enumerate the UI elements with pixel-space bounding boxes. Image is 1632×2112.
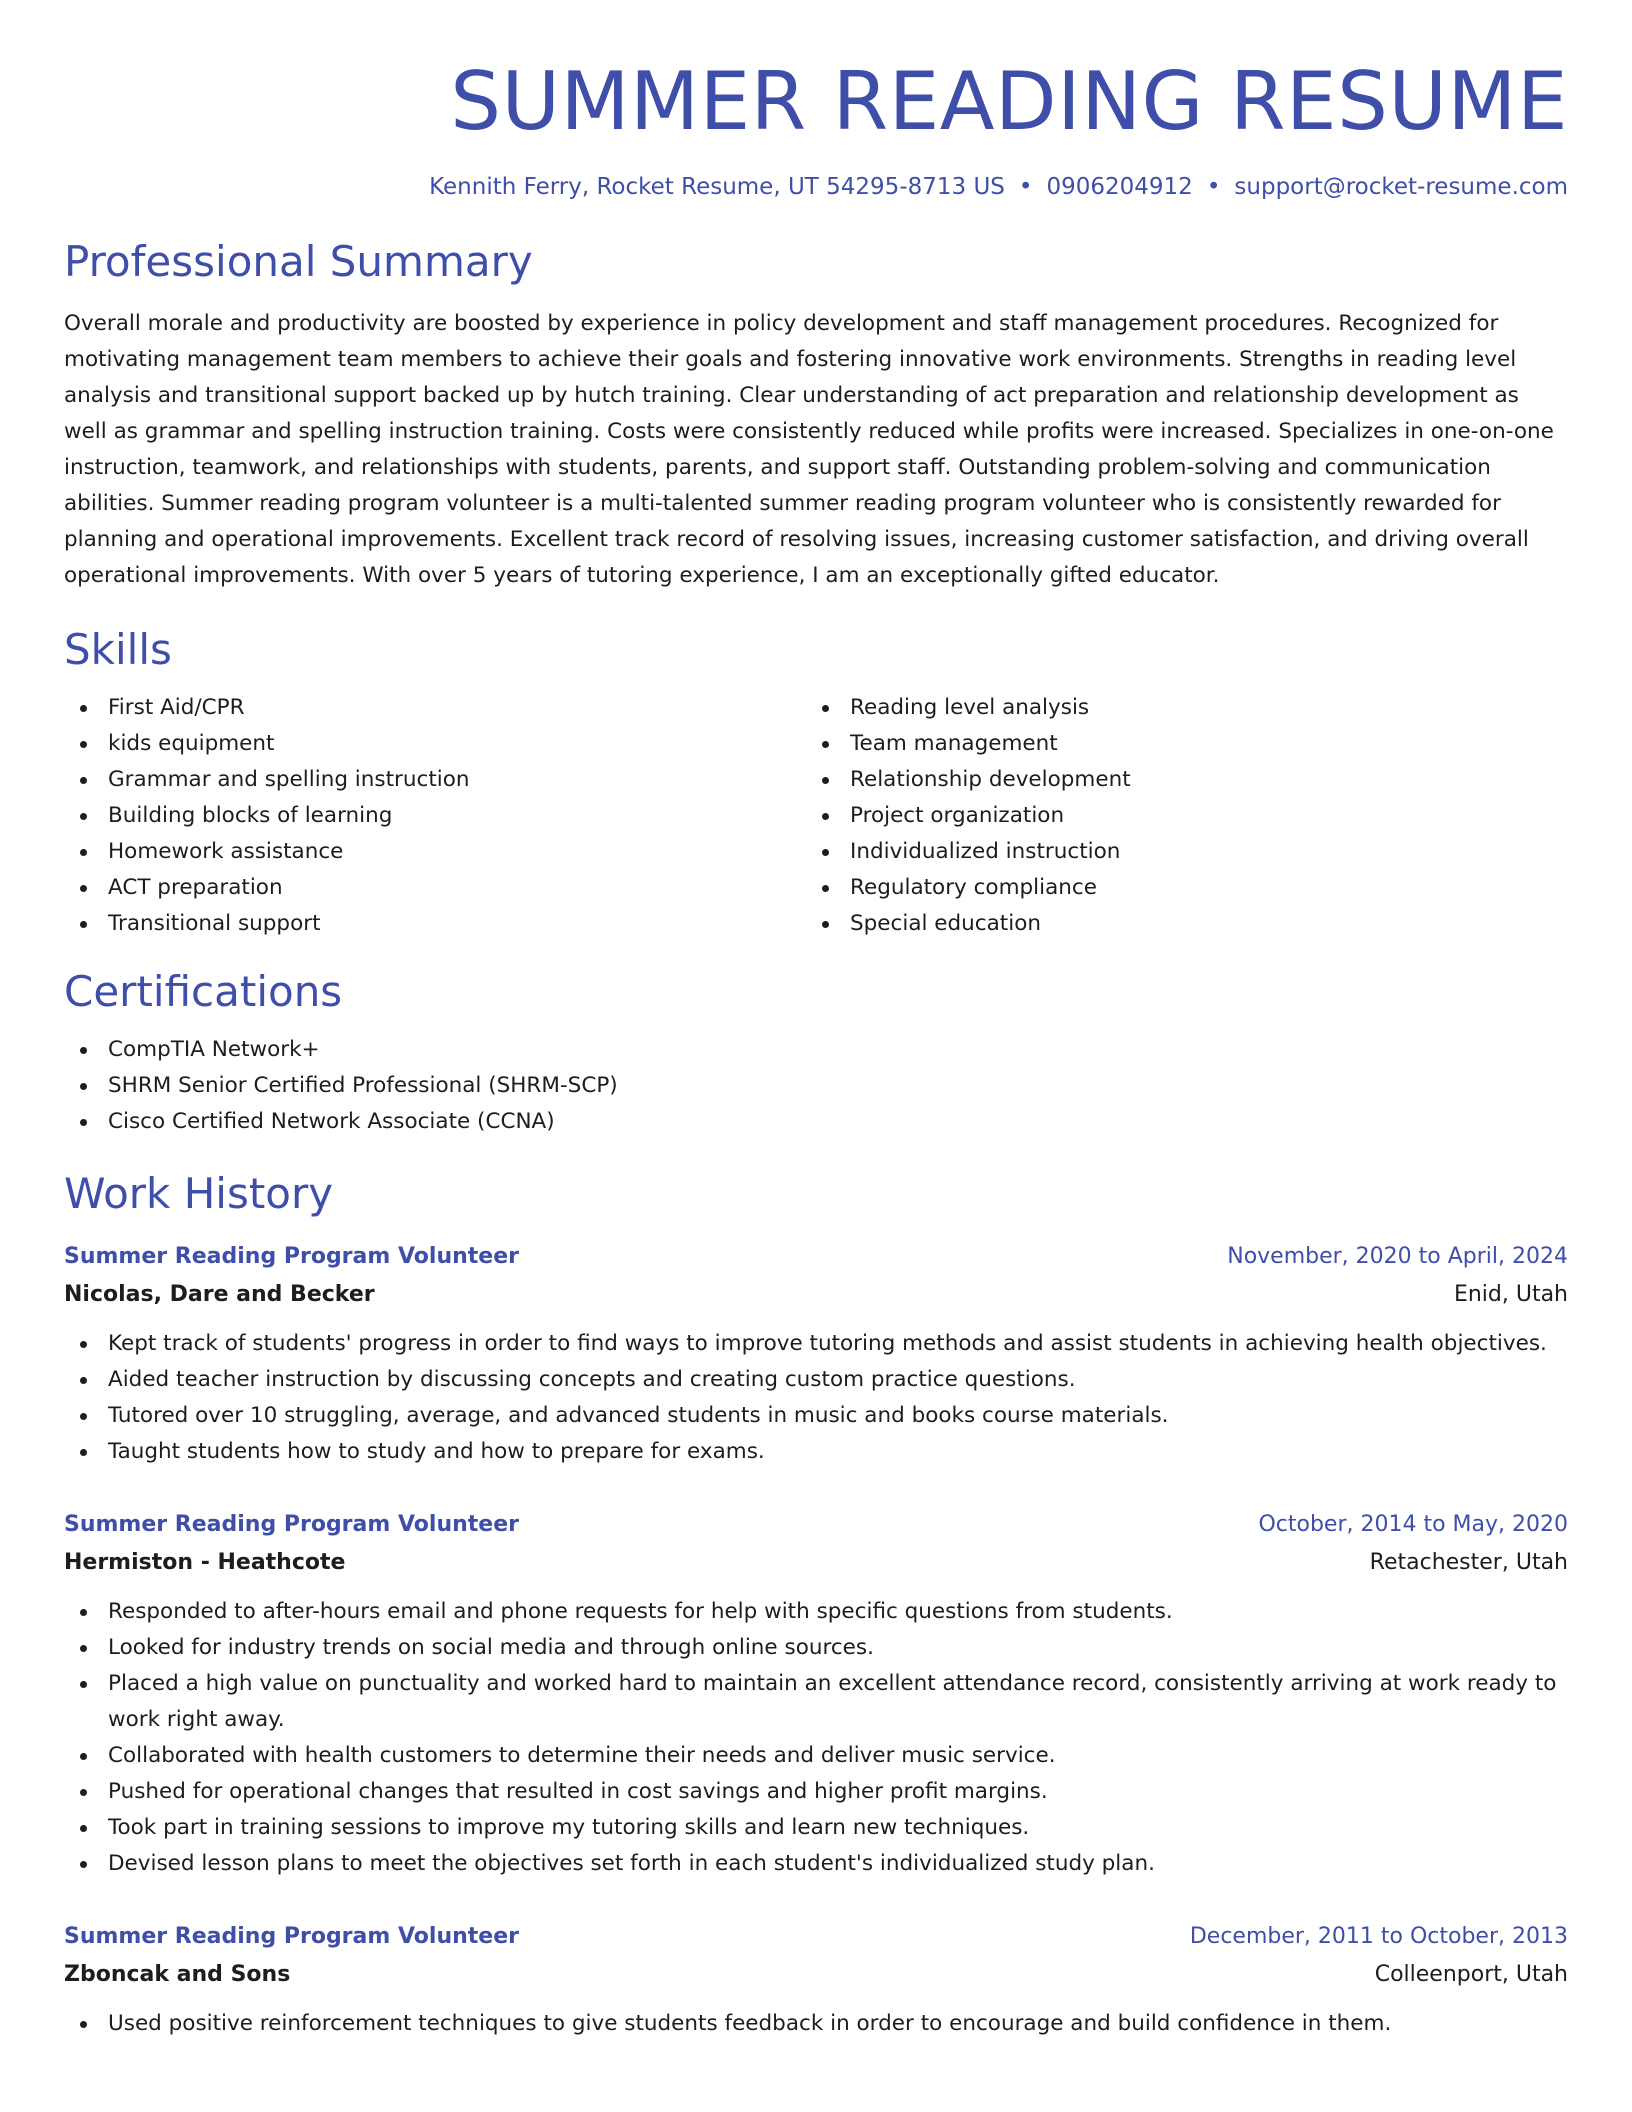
certification-item: CompTIA Network+ bbox=[64, 1032, 1568, 1068]
work-history-section bbox=[64, 1166, 1568, 2042]
skills-left-list bbox=[64, 690, 806, 942]
skill-item: Regulatory compliance bbox=[806, 870, 1548, 906]
job-bullet: Looked for industry trends on social media and through online sources. bbox=[64, 1630, 1568, 1666]
skill-item: Homework assistance bbox=[64, 834, 806, 870]
job-entry bbox=[64, 1238, 1568, 1470]
professional-summary-section bbox=[64, 234, 1568, 594]
job-location: Enid, Utah bbox=[1453, 1282, 1568, 1307]
resume-title: SUMMER READING RESUME bbox=[450, 55, 1568, 148]
skill-item: Grammar and spelling instruction bbox=[64, 762, 806, 798]
skill-item: Reading level analysis bbox=[806, 690, 1548, 726]
skill-item: First Aid/CPR bbox=[64, 690, 806, 726]
certifications-list bbox=[64, 1032, 1568, 1140]
job-bullets bbox=[64, 2006, 1568, 2042]
contact-line bbox=[64, 170, 1568, 204]
job-dates: December, 2011 to October, 2013 bbox=[1189, 1924, 1568, 1949]
job-bullets bbox=[64, 1594, 1568, 1882]
job-bullet: Tutored over 10 struggling, average, and advanced students in music and books course materials. bbox=[64, 1398, 1568, 1434]
skill-item: Team management bbox=[806, 726, 1548, 762]
job-bullet: Aided teacher instruction by discussing concepts and creating custom practice questions. bbox=[64, 1362, 1568, 1398]
job-company: Nicolas, Dare and Becker bbox=[64, 1282, 375, 1307]
skills-right-list bbox=[806, 690, 1548, 942]
skill-item: Individualized instruction bbox=[806, 834, 1548, 870]
job-bullet: Took part in training sessions to improve my tutoring skills and learn new techniques. bbox=[64, 1810, 1568, 1846]
contact-phone: 0906204912 bbox=[1046, 174, 1193, 200]
job-bullet: Used positive reinforcement techniques to give students feedback in order to encourage and build confidence in them. bbox=[64, 2006, 1568, 2042]
certifications-section bbox=[64, 964, 1568, 1140]
skill-item: Project organization bbox=[806, 798, 1548, 834]
job-dates: November, 2020 to April, 2024 bbox=[1227, 1244, 1568, 1269]
job-bullets bbox=[64, 1326, 1568, 1470]
contact-email[interactable]: support@rocket-resume.com bbox=[1234, 174, 1568, 200]
skill-item: Building blocks of learning bbox=[64, 798, 806, 834]
skill-item: Special education bbox=[806, 906, 1548, 942]
job-bullet: Responded to after-hours email and phone requests for help with specific questions from students. bbox=[64, 1594, 1568, 1630]
job-company: Hermiston - Heathcote bbox=[64, 1550, 346, 1575]
job-entry bbox=[64, 1506, 1568, 1882]
certifications-heading: Certifications bbox=[64, 967, 343, 1016]
job-title: Summer Reading Program Volunteer bbox=[64, 1244, 519, 1269]
job-bullet: Kept track of students' progress in order to find ways to improve tutoring methods and assist students in achieving health objectives. bbox=[64, 1326, 1568, 1362]
contact-separator: • bbox=[1018, 174, 1033, 200]
skills-section bbox=[64, 622, 1568, 942]
job-dates: October, 2014 to May, 2020 bbox=[1258, 1512, 1568, 1537]
skill-item: ACT preparation bbox=[64, 870, 806, 906]
job-title: Summer Reading Program Volunteer bbox=[64, 1512, 519, 1537]
job-bullet: Collaborated with health customers to determine their needs and deliver music service. bbox=[64, 1738, 1568, 1774]
work-history-heading: Work History bbox=[64, 1169, 334, 1218]
contact-separator: • bbox=[1206, 174, 1221, 200]
certification-item: Cisco Certified Network Associate (CCNA) bbox=[64, 1104, 1568, 1140]
job-location: Colleenport, Utah bbox=[1374, 1962, 1568, 1987]
skills-columns bbox=[64, 690, 1568, 942]
skill-item: kids equipment bbox=[64, 726, 806, 762]
contact-address: Kennith Ferry, Rocket Resume, UT 54295-8713 US bbox=[429, 174, 1005, 200]
job-company: Zboncak and Sons bbox=[64, 1962, 291, 1987]
job-bullet: Placed a high value on punctuality and worked hard to maintain an excellent attendance record, consistently arriving at work ready to work right away. bbox=[64, 1666, 1568, 1738]
skill-item: Relationship development bbox=[806, 762, 1548, 798]
job-entry bbox=[64, 1918, 1568, 2042]
job-title: Summer Reading Program Volunteer bbox=[64, 1924, 519, 1949]
summary-text: Overall morale and productivity are boosted by experience in policy development and staff management procedures. Recognized for motivating management team members to achieve their goals and fostering innovative work environments. Strengths in reading level analysis and transitional support backed up by hutch training. Clear understanding of act preparation and relationship development as well as grammar and spelling instruction training. Costs were consistently reduced while profits were increased. Specializes in one-on-one instruction, teamwork, and relationships with students, parents, and support staff. Outstanding problem-solving and communication abilities. Summer reading program volunteer is a multi-talented summer reading program volunteer who is consistently rewarded for planning and operational improvements. Excellent track record of resolving issues, increasing customer satisfaction, and driving overall operational improvements. With over 5 years of tutoring experience, I am an exceptionally gifted educator. bbox=[64, 311, 1554, 588]
skill-item: Transitional support bbox=[64, 906, 806, 942]
job-bullet: Taught students how to study and how to prepare for exams. bbox=[64, 1434, 1568, 1470]
job-bullet: Devised lesson plans to meet the objectives set forth in each student's individualized study plan. bbox=[64, 1846, 1568, 1882]
job-bullet: Pushed for operational changes that resulted in cost savings and higher profit margins. bbox=[64, 1774, 1568, 1810]
skills-heading: Skills bbox=[64, 625, 172, 674]
certification-item: SHRM Senior Certified Professional (SHRM-SCP) bbox=[64, 1068, 1568, 1104]
job-location: Retachester, Utah bbox=[1369, 1550, 1568, 1575]
summary-heading: Professional Summary bbox=[64, 237, 533, 286]
